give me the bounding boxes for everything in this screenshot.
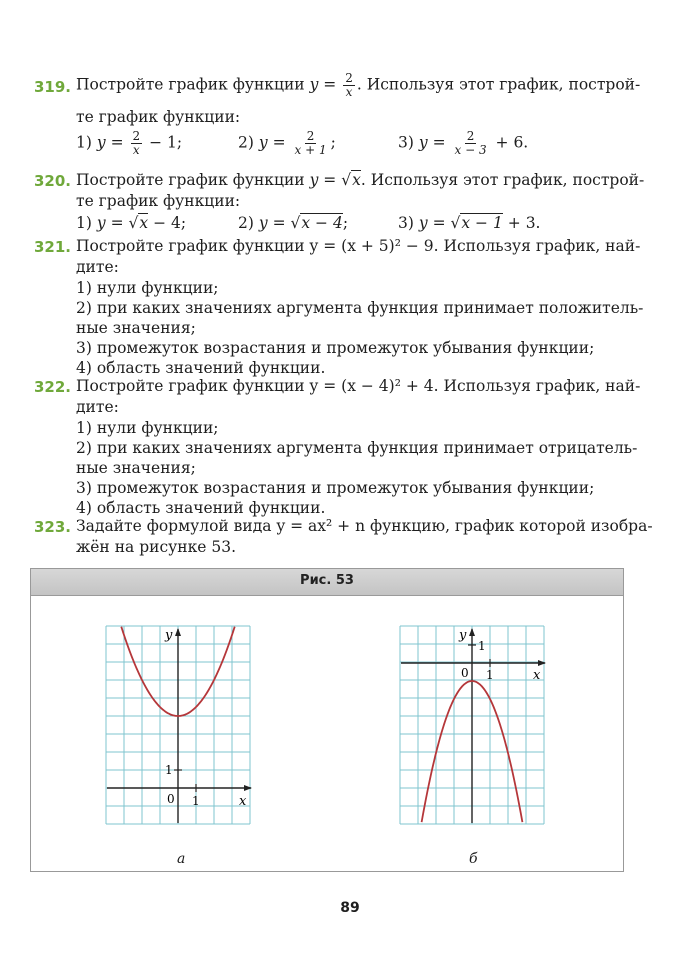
problem-321-line1: Постройте график функции y = (x + 5)² − 9. Используя график, най- [76,237,641,255]
y-label-b: y [459,628,467,643]
origin-b: 0 [461,666,469,680]
label: 3) [398,214,414,232]
sqrt: √x − 1 [450,214,503,232]
problem-321-item-2: 2) при каких значениях аргумента функция принимает положитель- [76,299,644,317]
problem-322-item-1: 1) нули функции; [76,419,219,437]
denominator: x [345,85,353,99]
problem-321-item-2b: ные значения; [76,319,196,337]
numerator: 2 [345,71,353,85]
problem-319-option-3 [398,130,528,157]
problem-number-319: 319. [34,78,72,96]
problem-321-line2: дите: [76,258,119,276]
tick-x-label-a: 1 [192,794,200,808]
graph-b [399,625,549,825]
equals: = [272,214,286,232]
tail: − 1; [149,133,183,152]
sqrt: √x [128,214,149,232]
caption-b: б [469,851,478,867]
numerator: 2 [466,129,475,143]
label: 1) [76,214,92,232]
tail: + 6. [495,133,529,152]
problem-319-text-b: . Используя этот график, построй- [356,75,641,94]
y-arrow-b [469,628,475,636]
problem-319-option-2 [238,130,336,157]
x-label-b: x [533,668,541,683]
problem-322-item-3: 3) промежуток возрастания и промежуток убывания функции; [76,479,595,497]
problem-322-item-2b: ные значения; [76,459,196,477]
problem-321-item-3: 3) промежуток возрастания и промежуток убывания функции; [76,339,595,357]
problem-number-321: 321. [34,238,72,256]
x-arrow-b [538,660,546,666]
label: 3) [398,133,414,152]
label: 2) [238,214,254,232]
x-label-a: x [239,794,247,809]
var-y: y [258,133,268,152]
denominator: x − 3 [454,143,487,157]
caption-a: а [177,851,186,867]
var-y: y [309,171,319,189]
tail: − 4; [153,214,187,232]
problem-322-line1: Постройте график функции y = (x − 4)² + 4. Используя график, най- [76,377,641,395]
problem-319-line1 [76,72,640,99]
problem-322-item-2: 2) при каких значениях аргумента функция принимает отрицатель- [76,439,638,457]
problem-322-item-4: 4) область значений функции. [76,499,326,517]
figure-header [31,569,623,596]
radicand: x [352,171,361,189]
problem-number-320: 320. [34,172,72,190]
var-y: y [258,214,268,232]
problem-323-line2: жён на рисунке 53. [76,538,237,556]
tick-x-label-b: 1 [486,668,494,682]
equals: = [432,214,446,232]
tail: ; [330,133,336,152]
problem-319-line2: те график функции: [76,108,241,126]
problem-319-option-1 [76,130,182,157]
problem-323-line1: Задайте формулой вида y = ax² + n функцию, график которой изобра- [76,517,653,535]
problem-number-322: 322. [34,378,72,396]
fraction [131,130,143,157]
y-label-a: y [165,628,173,643]
equals: = [323,171,337,189]
problem-320-text: Постройте график функции [76,171,305,189]
y-arrow-a [175,628,181,636]
numerator: 2 [306,129,315,143]
var-y: y [418,214,428,232]
label: 2) [238,133,254,152]
origin-a: 0 [167,792,175,806]
problem-320-option-3 [398,214,540,232]
problem-320-line1 [76,170,644,190]
equals: = [110,133,124,152]
tail: ; [342,214,349,232]
figure-53 [30,568,624,872]
figure-title: Рис. 53 [300,573,354,588]
problem-number-323: 323. [34,518,72,536]
page-number: 89 [340,900,360,916]
var-y: y [309,75,319,94]
label: 1) [76,133,92,152]
problem-321-item-1: 1) нули функции; [76,279,219,297]
var-y: y [96,214,106,232]
equals: = [272,133,286,152]
problem-320-option-1 [76,214,186,232]
tick-y-label-b: 1 [478,639,486,653]
var-y: y [96,133,106,152]
problem-320-text-b: . Используя этот график, построй- [360,171,645,189]
denominator: x [132,143,140,157]
fraction [293,130,329,157]
tick-y-label-a: 1 [165,763,173,777]
problem-322-line2: дите: [76,398,119,416]
equals: = [323,75,337,94]
sqrt-x: √x [341,171,361,189]
tail: + 3. [507,214,541,232]
var-y: y [418,133,428,152]
problem-320-option-2 [238,214,348,232]
equals: = [110,214,124,232]
numerator: 2 [132,129,141,143]
radicand: x − 1 [461,214,503,232]
radicand: x [139,214,149,232]
radicand: x − 4 [301,214,343,232]
problem-321-item-4: 4) область значений функции. [76,359,326,377]
fraction-2-over-x [343,72,355,99]
x-arrow-a [244,785,252,791]
sqrt: √x − 4 [290,214,343,232]
denominator: x + 1 [294,143,327,157]
fraction [453,130,489,157]
problem-319-text: Постройте график функции [76,75,305,94]
graph-a [105,625,255,825]
problem-320-line2: те график функции: [76,192,241,210]
equals: = [432,133,446,152]
